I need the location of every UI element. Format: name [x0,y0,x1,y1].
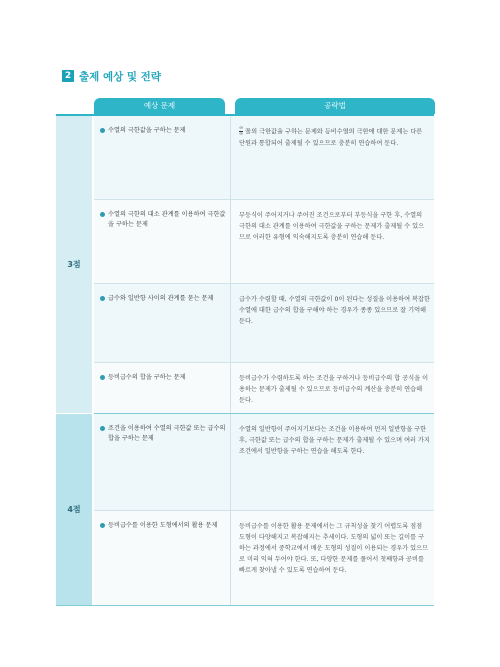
section-heading [62,69,161,83]
bullet-icon [100,128,105,133]
question-text: 급수와 일반항 사이의 관계를 묻는 문제 [108,295,214,302]
question-text: 수열의 극한값을 구하는 문제 [108,127,186,134]
section-title: 출제 예상 및 전략 [79,70,161,83]
strategy-cell [231,414,434,510]
fraction-denominator: ∞ [239,131,244,137]
strategy-cell [231,511,434,605]
table-row [94,200,434,283]
infinity-fraction [239,126,243,137]
strategy-text: 등비급수가 수렴하도록 하는 조건을 구하거나 등비급수의 합 공식을 이용하는 문제가 출제될 수 있으므로 등비급수의 계산을 충분히 연습해 둔다. [239,375,429,404]
table-row [94,414,434,510]
strategy-text: 급수가 수렴할 때, 수열의 극한값이 0이 된다는 성질을 이용하여 복잡한 수열에 대한 급수의 합을 구해야 하는 경우가 종종 있으므로 잘 기억해 둔다. [239,296,430,325]
question-text: 조건을 이용하여 수열의 극한값 또는 급수의 합을 구하는 문제 [108,425,226,442]
table-row [94,363,434,413]
grade-label-4: 4점 [56,414,92,605]
strategy-cell [231,200,434,283]
column-header-strategy: 공략법 [235,98,435,114]
strategy-cell [231,363,434,413]
strategy-text: 수열의 일반항이 주어지기보다는 조건을 이용하여 먼저 일반항을 구한 후, 극한값 또는 급수의 합을 구하는 문제가 출제될 수 있으며 여러 가지 조건에서 일반항을 구하는 연습을 해도록 한다. [239,426,430,455]
bullet-icon [100,426,105,431]
question-cell [94,363,231,413]
strategy-cell [231,284,434,362]
strategy-text: 등비급수를 이용한 활용 문제에서는 그 규칙성을 찾기 어렵도록 점점 도형이 다양해지고 복잡해지는 추세이다. 도형의 넓이 또는 길이를 구하는 과정에서 중학교에서 배운 도형의 성질이 이용되는 경우가 있으므로 미리 익혀 두어야 한다. 또, 다양한 문제를 풀어서 첫째항과 공비를 빠르게 찾아낼 수 있도록 연습하여 둔다. [239,523,429,574]
strategy-text: 꼴의 극한값을 구하는 문제와 등비수열의 극한에 대한 문제는 다른 단원과 통합되어 출제될 수 있으므로 충분히 연습하여 둔다. [239,128,423,147]
question-cell [94,511,231,605]
table-bottom-rule [56,605,434,606]
bullet-icon [100,212,105,217]
question-cell [94,116,231,199]
question-cell [94,200,231,283]
bullet-icon [100,523,105,528]
column-header-question: 예상 문제 [94,98,225,114]
grade-label-3: 3점 [56,116,92,413]
bullet-icon [100,375,105,380]
question-text: 등비급수를 이용한 도형에서의 활용 문제 [108,522,218,529]
question-cell [94,284,231,362]
section-number-badge: 2 [62,70,74,82]
question-text: 등비급수의 합을 구하는 문제 [108,374,186,381]
question-cell [94,414,231,510]
table-row [94,284,434,362]
table-row [94,116,434,199]
table-row [94,511,434,605]
strategy-cell [231,116,434,199]
strategy-text: 부등식이 주어지거나 주어진 조건으로부터 부등식을 구한 후, 수열의 극한의 대소 관계를 이용하여 극한값을 구하는 문제가 출제될 수 있으므로 이러한 유형에 익숙해지도록 충분히 연습해 둔다. [239,212,425,241]
bullet-icon [100,296,105,301]
question-text: 수열의 극한의 대소 관계를 이용하여 극한값을 구하는 문제 [108,211,226,228]
fraction-numerator: ∞ [239,125,244,131]
